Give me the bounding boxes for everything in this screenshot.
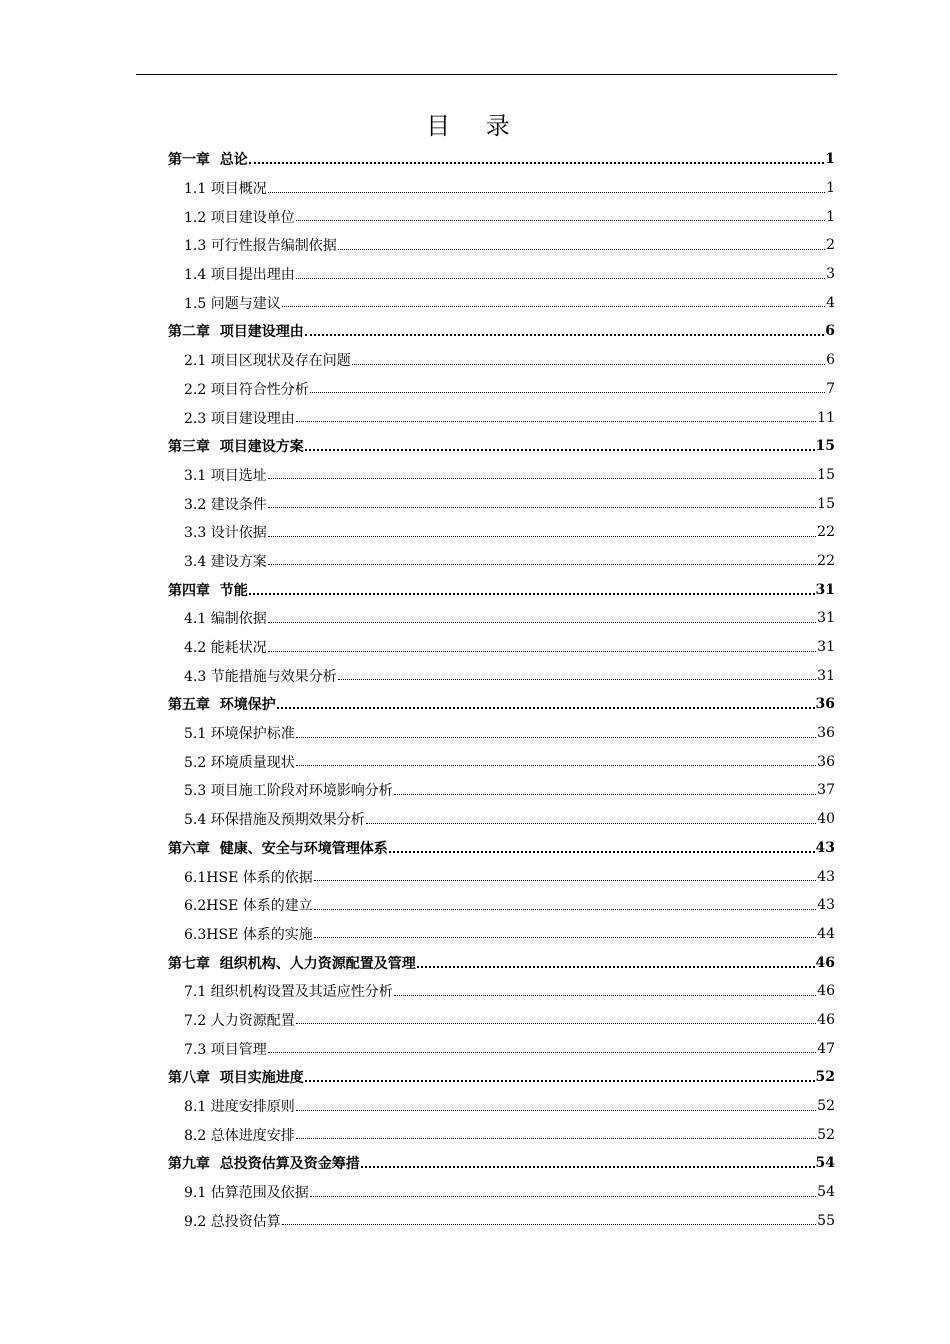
dot-leader xyxy=(352,364,825,365)
toc-section-entry[interactable] xyxy=(168,202,835,231)
toc-section-entry[interactable] xyxy=(168,547,835,576)
toc-entry-label: 7.2 人力资源配置 xyxy=(184,1012,295,1029)
toc-page-number: 1 xyxy=(825,151,835,168)
toc-title: 目 录 xyxy=(426,112,524,140)
dot-leader xyxy=(389,851,815,853)
dot-leader xyxy=(277,707,815,709)
toc-section-entry[interactable] xyxy=(168,977,835,1006)
toc-section-entry[interactable] xyxy=(168,805,835,834)
dot-leader xyxy=(268,564,816,565)
toc-section-entry[interactable] xyxy=(168,920,835,949)
toc-section-entry[interactable] xyxy=(168,1178,835,1207)
toc-section-entry[interactable] xyxy=(168,1034,835,1063)
dot-leader xyxy=(338,249,825,250)
dot-leader xyxy=(314,909,816,910)
toc-section-entry[interactable] xyxy=(168,288,835,317)
toc-page-number: 47 xyxy=(817,1040,835,1057)
toc-chapter-entry[interactable] xyxy=(168,1149,835,1178)
toc-section-entry[interactable] xyxy=(168,346,835,375)
toc-entry-label: 第六章 健康、安全与环境管理体系 xyxy=(168,840,388,857)
toc-entry-label: 8.1 进度安排原则 xyxy=(184,1099,295,1116)
toc-page-number: 4 xyxy=(826,294,835,311)
toc-entry-label: 2.1 项目区现状及存在问题 xyxy=(184,353,351,370)
toc-entry-label: 6.1HSE 体系的依据 xyxy=(184,869,313,886)
toc-chapter-entry[interactable] xyxy=(168,948,835,977)
toc-chapter-entry[interactable] xyxy=(168,432,835,461)
toc-page-number: 2 xyxy=(826,237,835,254)
toc-entry-label: 7.3 项目管理 xyxy=(184,1041,267,1058)
dot-leader xyxy=(305,449,815,451)
toc-page-number: 43 xyxy=(817,868,835,885)
toc-entry-label: 2.3 项目建设理由 xyxy=(184,410,295,427)
toc-entry-label: 1.5 问题与建议 xyxy=(184,295,281,312)
toc-page-number: 54 xyxy=(815,1155,835,1172)
toc-page-number: 43 xyxy=(815,839,835,856)
toc-entry-label: 第五章 环境保护 xyxy=(168,697,276,714)
toc-section-entry[interactable] xyxy=(168,661,835,690)
dot-leader xyxy=(296,1023,816,1024)
toc-entry-label: 第七章 组织机构、人力资源配置及管理 xyxy=(168,955,416,972)
toc-section-entry[interactable] xyxy=(168,461,835,490)
toc-page-number: 31 xyxy=(817,639,835,656)
toc-chapter-entry[interactable] xyxy=(168,690,835,719)
toc-page-number: 7 xyxy=(826,380,835,397)
toc-section-entry[interactable] xyxy=(168,891,835,920)
toc-section-entry[interactable] xyxy=(168,747,835,776)
toc-section-entry[interactable] xyxy=(168,633,835,662)
toc-entry-label: 1.4 项目提出理由 xyxy=(184,267,295,284)
toc-page-number: 43 xyxy=(817,897,835,914)
toc-page-number: 1 xyxy=(826,208,835,225)
dot-leader xyxy=(282,1224,816,1225)
dot-leader xyxy=(268,1052,816,1053)
toc-entry-label: 第四章 节能 xyxy=(168,582,248,599)
toc-page-number: 52 xyxy=(817,1126,835,1143)
toc-section-entry[interactable] xyxy=(168,776,835,805)
dot-leader xyxy=(338,679,816,680)
toc-entry-label: 1.2 项目建设单位 xyxy=(184,209,295,226)
toc-entry-label: 9.1 估算范围及依据 xyxy=(184,1185,309,1202)
toc-section-entry[interactable] xyxy=(168,375,835,404)
toc-page-number: 36 xyxy=(815,696,835,713)
dot-leader xyxy=(305,1080,815,1082)
dot-leader xyxy=(282,306,825,307)
toc-page-number: 31 xyxy=(817,610,835,627)
toc-page-number: 37 xyxy=(817,782,835,799)
toc-section-entry[interactable] xyxy=(168,1120,835,1149)
dot-leader xyxy=(394,995,816,996)
toc-page-number: 44 xyxy=(817,925,835,942)
toc-entry-label: 3.3 设计依据 xyxy=(184,525,267,542)
toc-page-number: 15 xyxy=(817,495,835,512)
dot-leader xyxy=(268,536,816,537)
toc-page-number: 55 xyxy=(817,1212,835,1229)
toc-entry-label: 5.1 环境保护标准 xyxy=(184,726,295,743)
toc-page-number: 40 xyxy=(817,811,835,828)
dot-leader xyxy=(268,478,816,479)
toc-section-entry[interactable] xyxy=(168,231,835,260)
toc-page-number: 1 xyxy=(826,180,835,197)
toc-entry-label: 1.3 可行性报告编制依据 xyxy=(184,238,337,255)
toc-entry-label: 第九章 总投资估算及资金筹措 xyxy=(168,1156,360,1173)
toc-page-number: 15 xyxy=(815,438,835,455)
toc-entry-label: 2.2 项目符合性分析 xyxy=(184,381,309,398)
toc-entry-label: 3.1 项目选址 xyxy=(184,467,267,484)
toc-entry-label: 第八章 项目实施进度 xyxy=(168,1070,304,1087)
toc-chapter-entry[interactable] xyxy=(168,317,835,346)
toc-page-number: 31 xyxy=(817,667,835,684)
toc-page-number: 46 xyxy=(817,983,835,1000)
toc-entry-label: 1.1 项目概况 xyxy=(184,181,267,198)
dot-leader xyxy=(310,392,825,393)
toc-page-number: 36 xyxy=(817,753,835,770)
toc-page-number: 22 xyxy=(817,524,835,541)
toc-entry-label: 第三章 项目建设方案 xyxy=(168,439,304,456)
toc-page-number: 52 xyxy=(815,1069,835,1086)
toc-entry-label: 8.2 总体进度安排 xyxy=(184,1127,295,1144)
toc-page-number: 22 xyxy=(817,552,835,569)
table-of-contents xyxy=(168,145,835,1235)
toc-entry-label: 6.3HSE 体系的实施 xyxy=(184,926,313,943)
dot-leader xyxy=(417,966,815,968)
toc-page-number: 36 xyxy=(817,725,835,742)
toc-chapter-entry[interactable] xyxy=(168,1063,835,1092)
toc-page-number: 31 xyxy=(815,581,835,598)
dot-leader xyxy=(314,880,816,881)
toc-entry-label: 5.4 环保措施及预期效果分析 xyxy=(184,812,365,829)
toc-entry-label: 6.2HSE 体系的建立 xyxy=(184,898,313,915)
toc-entry-label: 4.1 编制依据 xyxy=(184,611,267,628)
toc-entry-label: 第二章 项目建设理由 xyxy=(168,324,304,341)
dot-leader xyxy=(296,1110,816,1111)
toc-section-entry[interactable] xyxy=(168,862,835,891)
toc-page-number: 54 xyxy=(817,1184,835,1201)
toc-entry-label: 7.1 组织机构设置及其适应性分析 xyxy=(184,984,393,1001)
dot-leader xyxy=(268,507,816,508)
toc-section-entry[interactable] xyxy=(168,604,835,633)
toc-entry-label: 3.4 建设方案 xyxy=(184,553,267,570)
toc-section-entry[interactable] xyxy=(168,260,835,289)
dot-leader xyxy=(268,651,816,652)
toc-entry-label: 3.2 建设条件 xyxy=(184,496,267,513)
header-rule xyxy=(136,74,837,75)
toc-section-entry[interactable] xyxy=(168,489,835,518)
dot-leader xyxy=(296,220,825,221)
toc-chapter-entry[interactable] xyxy=(168,834,835,863)
toc-page-number: 15 xyxy=(817,466,835,483)
toc-section-entry[interactable] xyxy=(168,518,835,547)
toc-section-entry[interactable] xyxy=(168,174,835,203)
dot-leader xyxy=(268,192,825,193)
dot-leader xyxy=(394,794,816,795)
toc-section-entry[interactable] xyxy=(168,1006,835,1035)
toc-entry-label: 5.3 项目施工阶段对环境影响分析 xyxy=(184,783,393,800)
dot-leader xyxy=(296,421,816,422)
toc-entry-label: 9.2 总投资估算 xyxy=(184,1213,281,1230)
dot-leader xyxy=(249,593,815,595)
toc-page-number: 52 xyxy=(817,1098,835,1115)
toc-entry-label: 第一章 总论 xyxy=(168,152,248,169)
toc-page-number: 11 xyxy=(817,409,835,426)
toc-chapter-entry[interactable] xyxy=(168,145,835,174)
toc-section-entry[interactable] xyxy=(168,719,835,748)
toc-page-number: 6 xyxy=(825,323,835,340)
dot-leader xyxy=(310,1196,816,1197)
dot-leader xyxy=(366,823,816,824)
toc-section-entry[interactable] xyxy=(168,1092,835,1121)
dot-leader xyxy=(305,334,825,336)
dot-leader xyxy=(296,1138,816,1139)
toc-page-number: 46 xyxy=(815,954,835,971)
toc-entry-label: 5.2 环境质量现状 xyxy=(184,754,295,771)
toc-page-number: 6 xyxy=(826,352,835,369)
dot-leader xyxy=(268,622,816,623)
toc-chapter-entry[interactable] xyxy=(168,575,835,604)
dot-leader xyxy=(296,737,816,738)
toc-page-number: 46 xyxy=(817,1011,835,1028)
dot-leader xyxy=(296,765,816,766)
toc-section-entry[interactable] xyxy=(168,403,835,432)
toc-page-number: 3 xyxy=(826,266,835,283)
dot-leader xyxy=(314,937,816,938)
toc-section-entry[interactable] xyxy=(168,1206,835,1235)
dot-leader xyxy=(249,162,825,164)
toc-entry-label: 4.2 能耗状况 xyxy=(184,640,267,657)
dot-leader xyxy=(361,1166,815,1168)
toc-entry-label: 4.3 节能措施与效果分析 xyxy=(184,668,337,685)
dot-leader xyxy=(296,278,825,279)
